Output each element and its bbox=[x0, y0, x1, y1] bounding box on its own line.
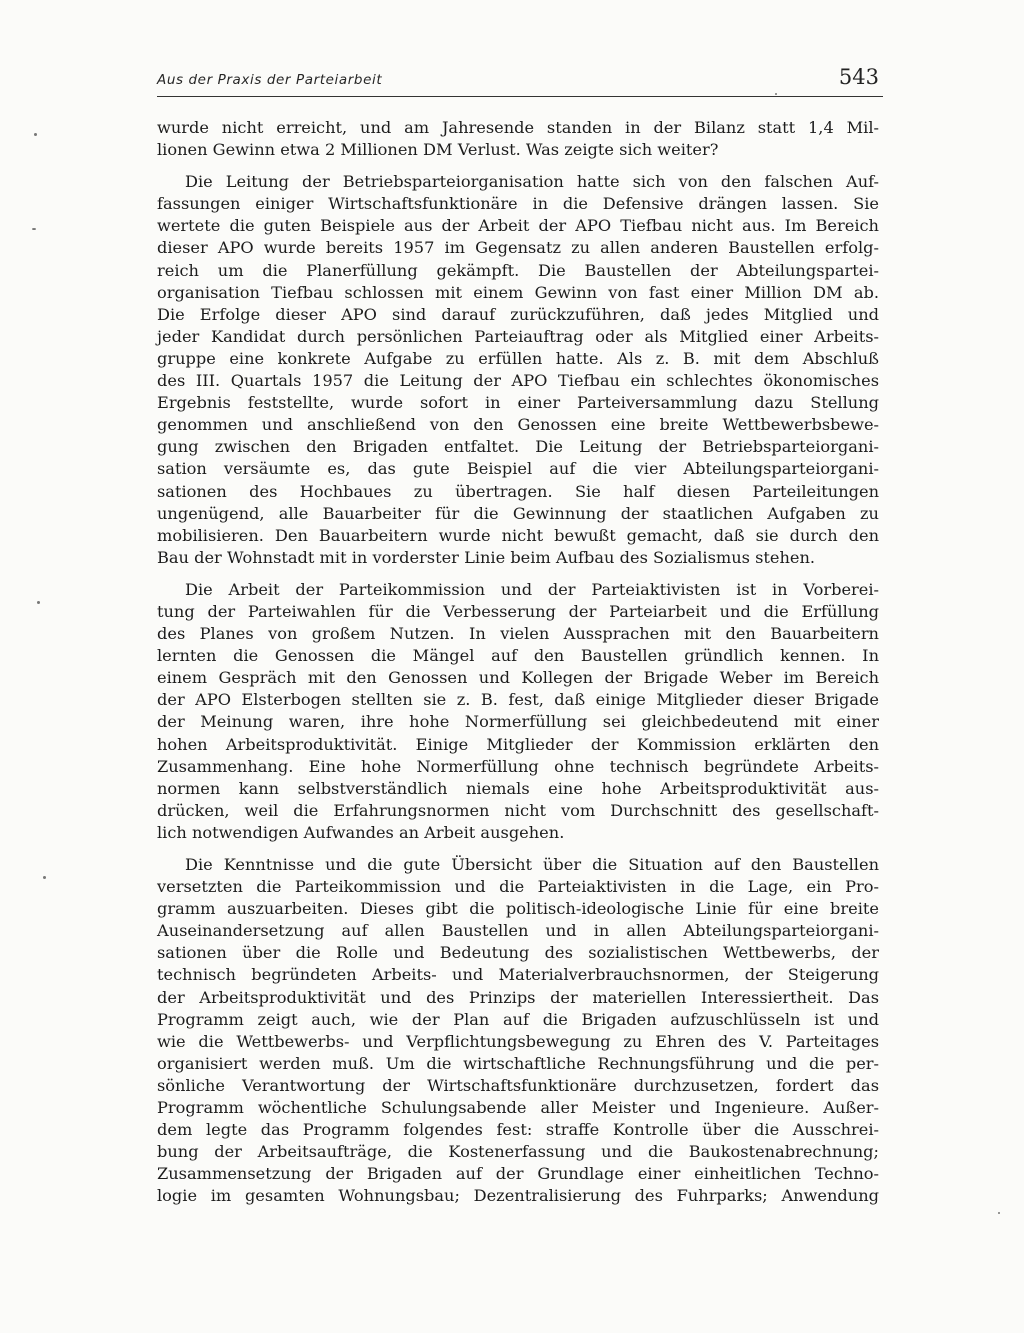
text-line: dieser APO wurde bereits 1957 im Gegensatz zu allen anderen Baustellen erfolg- bbox=[157, 238, 879, 258]
text-line: sationen des Hochbaues zu übertragen. Sie half diesen Parteileitungen bbox=[157, 481, 879, 501]
header-rule bbox=[157, 96, 883, 97]
text-line: Programm wöchentliche Schulungsabende aller Meister und Ingenieure. Außer- bbox=[157, 1098, 879, 1118]
text-line: gramm auszuarbeiten. Dieses gibt die politisch-ideologische Linie für eine breite bbox=[157, 899, 879, 919]
text-line: der Arbeitsproduktivität und des Prinzips der materiellen Interessiertheit. Das bbox=[157, 987, 879, 1007]
text-line: Zusammenhang. Eine hohe Normerfüllung ohne technisch begründete Arbeits- bbox=[157, 756, 879, 776]
text-line: jeder Kandidat durch persönlichen Parteiauftrag oder als Mitglied einer Arbeits- bbox=[157, 326, 879, 346]
paragraph bbox=[157, 171, 879, 569]
text-line: technisch begründeten Arbeits- und Materialverbrauchsnormen, der Steigerung bbox=[157, 965, 879, 985]
text-line: der APO Elsterbogen stellten sie z. B. fest, daß einige Mitglieder dieser Brigade bbox=[157, 690, 879, 710]
text-line: Bau der Wohnstadt mit in vorderster Linie beim Aufbau des Sozialismus stehen. bbox=[157, 547, 816, 567]
paragraph bbox=[157, 117, 879, 161]
text-line: gruppe eine konkrete Aufgabe zu erfüllen hatte. Als z. B. mit dem Abschluß bbox=[157, 348, 879, 368]
paragraph bbox=[157, 854, 879, 1208]
text-line: lernten die Genossen die Mängel auf den Baustellen gründlich kennen. In bbox=[157, 646, 879, 666]
text-line: gung zwischen den Brigaden entfaltet. Die Leitung der Betriebsparteiorgani- bbox=[157, 437, 879, 457]
scan-speck bbox=[43, 876, 46, 879]
paragraph bbox=[157, 579, 879, 844]
text-line: Die Kenntnisse und die gute Übersicht über die Situation auf den Baustellen bbox=[185, 855, 879, 874]
text-line: reich um die Planerfüllung gekämpft. Die Baustellen der Abteilungspartei- bbox=[157, 260, 879, 280]
running-title: Aus der Praxis der Parteiarbeit bbox=[157, 72, 383, 88]
text-line: Die Arbeit der Parteikommission und der Parteiaktivisten ist in Vorberei- bbox=[185, 579, 879, 599]
text-line: genommen und anschließend von den Genossen eine breite Wettbewerbsbewe- bbox=[157, 415, 879, 435]
text-line: Auseinandersetzung auf allen Baustellen und in allen Abteilungsparteiorgani- bbox=[157, 921, 879, 941]
text-line: einem Gespräch mit den Genossen und Kollegen der Brigade Weber im Bereich bbox=[157, 668, 879, 688]
text-line: des Planes von großem Nutzen. In vielen Aussprachen mit den Bauarbeitern bbox=[157, 624, 879, 644]
scan-speck bbox=[998, 1212, 1000, 1214]
running-head bbox=[157, 67, 883, 97]
text-line: organisiert werden muß. Um die wirtschaftliche Rechnungsführung und die per- bbox=[157, 1053, 879, 1073]
text-line: bung der Arbeitsaufträge, die Kostenerfassung und die Baukostenabrechnung; bbox=[157, 1142, 879, 1162]
scan-speck bbox=[32, 228, 36, 230]
text-line: organisation Tiefbau schlossen mit einem Gewinn von fast einer Million DM ab. bbox=[157, 282, 879, 302]
text-line: Ergebnis feststellte, wurde sofort in einer Parteiversammlung dazu Stellung bbox=[157, 393, 879, 413]
text-line: des III. Quartals 1957 die Leitung der APO Tiefbau ein schlechtes ökonomisches bbox=[157, 371, 879, 391]
text-line: lionen Gewinn etwa 2 Millionen DM Verlust. Was zeigte sich weiter? bbox=[157, 140, 719, 160]
scan-speck bbox=[37, 601, 40, 604]
scan-speck bbox=[775, 93, 777, 95]
text-line: dem legte das Programm folgendes fest: straffe Kontrolle über die Ausschrei- bbox=[157, 1120, 879, 1140]
text-line: tung der Parteiwahlen für die Verbesserung der Parteiarbeit und die Erfüllung bbox=[157, 601, 879, 621]
text-line: sationen über die Rolle und Bedeutung des sozialistischen Wettbewerbs, der bbox=[157, 943, 879, 963]
text-line: wurde nicht erreicht, und am Jahresende standen in der Bilanz statt 1,4 Mil- bbox=[157, 118, 879, 137]
text-line: Zusammensetzung der Brigaden auf der Grundlage einer einheitlichen Techno- bbox=[157, 1164, 879, 1184]
text-line: fassungen einiger Wirtschaftsfunktionäre in die Defensive drängen lassen. Sie bbox=[157, 194, 879, 214]
text-line: lich notwendigen Aufwandes an Arbeit ausgehen. bbox=[157, 822, 565, 842]
text-line: hohen Arbeitsproduktivität. Einige Mitglieder der Kommission erklärten den bbox=[157, 734, 879, 754]
text-line: normen kann selbstverständlich niemals eine hohe Arbeitsproduktivität aus- bbox=[157, 778, 879, 798]
text-line: Die Leitung der Betriebsparteiorganisation hatte sich von den falschen Auf- bbox=[185, 172, 879, 192]
text-line: sation versäumte es, das gute Beispiel auf die vier Abteilungsparteiorgani- bbox=[157, 459, 879, 479]
body-text bbox=[157, 117, 879, 1218]
text-line: der Meinung waren, ihre hohe Normerfüllung sei gleichbedeutend mit einer bbox=[157, 712, 879, 732]
text-line: mobilisieren. Den Bauarbeitern wurde nicht bewußt gemacht, daß sie durch den bbox=[157, 525, 879, 545]
text-line: sönliche Verantwortung der Wirtschaftsfunktionäre durchzusetzen, fordert das bbox=[157, 1075, 879, 1095]
text-line: wertete die guten Beispiele aus der Arbeit der APO Tiefbau nicht aus. Im Bereich bbox=[157, 216, 879, 236]
text-line: Die Erfolge dieser APO sind darauf zurückzuführen, daß jedes Mitglied und bbox=[157, 304, 879, 324]
page-number: 543 bbox=[838, 65, 879, 89]
text-line: ungenügend, alle Bauarbeiter für die Gewinnung der staatlichen Aufgaben zu bbox=[157, 503, 879, 523]
text-line: drücken, weil die Erfahrungsnormen nicht vom Durchschnitt des gesellschaft- bbox=[157, 800, 879, 820]
text-line: Programm zeigt auch, wie der Plan auf die Brigaden aufzuschlüsseln ist und bbox=[157, 1009, 879, 1029]
text-line: versetzten die Parteikommission und die Parteiaktivisten in die Lage, ein Pro- bbox=[157, 877, 879, 897]
scan-speck bbox=[34, 133, 37, 136]
text-line: logie im gesamten Wohnungsbau; Dezentralisierung des Fuhrparks; Anwendung bbox=[157, 1186, 879, 1206]
text-line: wie die Wettbewerbs- und Verpflichtungsbewegung zu Ehren des V. Parteitages bbox=[157, 1031, 879, 1051]
